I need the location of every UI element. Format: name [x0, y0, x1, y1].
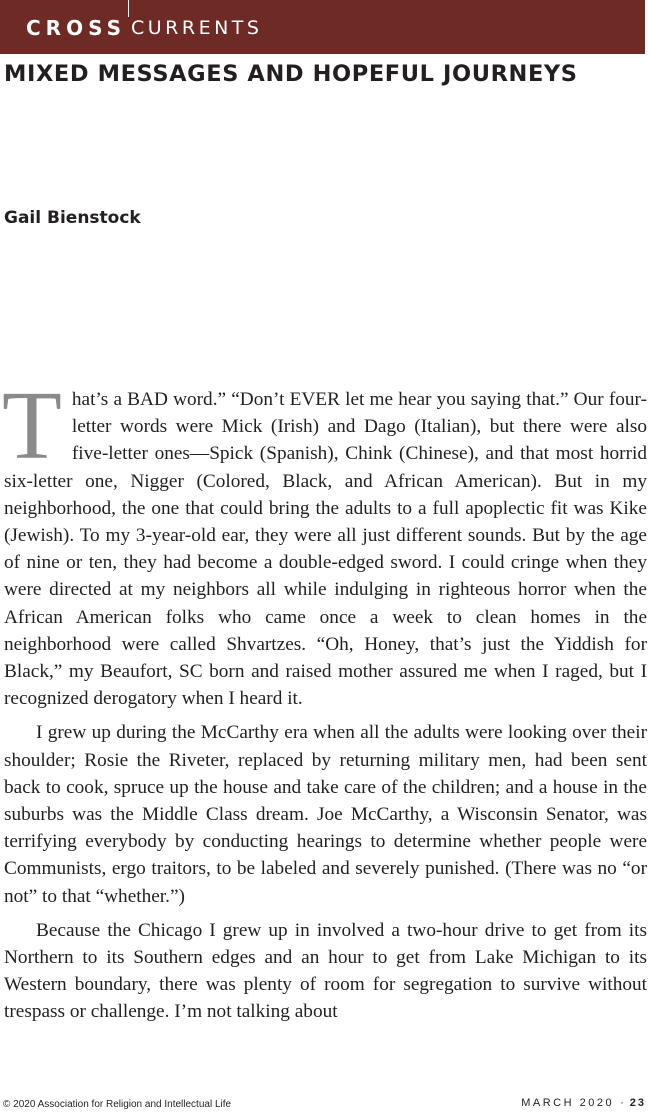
article-author: Gail Bienstock	[4, 208, 141, 228]
footer-copyright: © 2020 Association for Religion and Intellectual Life	[3, 1099, 232, 1110]
page-number: 23	[629, 1097, 646, 1109]
footer-separator: ·	[620, 1097, 624, 1109]
article-body	[2, 372, 647, 1026]
footer-issue	[521, 1097, 646, 1109]
banner-brand-bold: CROSS	[26, 16, 126, 40]
paragraph: I grew up during the McCarthy era when all the adults were looking over their shoulder; Rosie the Riveter, replaced by returning military men, had been sent back to cook, spruce up the house and take care of the children; and a house in the suburbs was the Middle Class dream. Joe McCarthy, a Wisconsin Senator, was terrifying everybody by conducting hearings to determine whether people were Communists, ergo traitors, to be labeled and severely punished. (There was no “or not” to that “whether.”)	[4, 722, 647, 907]
paragraph	[2, 372, 647, 712]
paragraph: Because the Chicago I grew up in involved a two-hour drive to get from its Northern to its Southern edges and an hour to get from Lake Michigan to its Western boundary, there was plenty of room for segregation to survive without trespass or challenge. I’m not talking about	[4, 919, 647, 1023]
drop-cap: T	[2, 372, 62, 480]
article-title: MIXED MESSAGES AND HOPEFUL JOURNEYS	[4, 61, 578, 87]
paragraph-text: hat’s a BAD word.” “Don’t EVER let me hear you saying that.” Our four-letter words were Mick (Irish) and Dago (Italian), but there were also five-letter ones—Spick (Spanish), Chink (Chinese), and that most horrid six-letter one, Nigger (Colored, Black, and African American). But in my neighborhood, the one that could bring the adults to a full apoplectic fit was Kike (Jewish). To my 3-year-old ear, they were all just different sounds. But by the age of nine or ten, they had become a double-edged sword. I could cringe when they were directed at my neighbors all while indulging in righteous horror when the African American folks who came once a week to clean homes in the neighborhood were called Shvartzes. “Oh, Honey, that’s just the Yiddish for Black,” my Beaufort, SC born and raised mother assured me when I raged, but I recognized derogatory when I heard it.	[4, 389, 647, 710]
footer-month: MARCH 2020	[521, 1097, 615, 1109]
section-banner	[0, 0, 645, 54]
banner-divider	[128, 0, 129, 17]
banner-brand-light: CURRENTS	[131, 17, 263, 39]
